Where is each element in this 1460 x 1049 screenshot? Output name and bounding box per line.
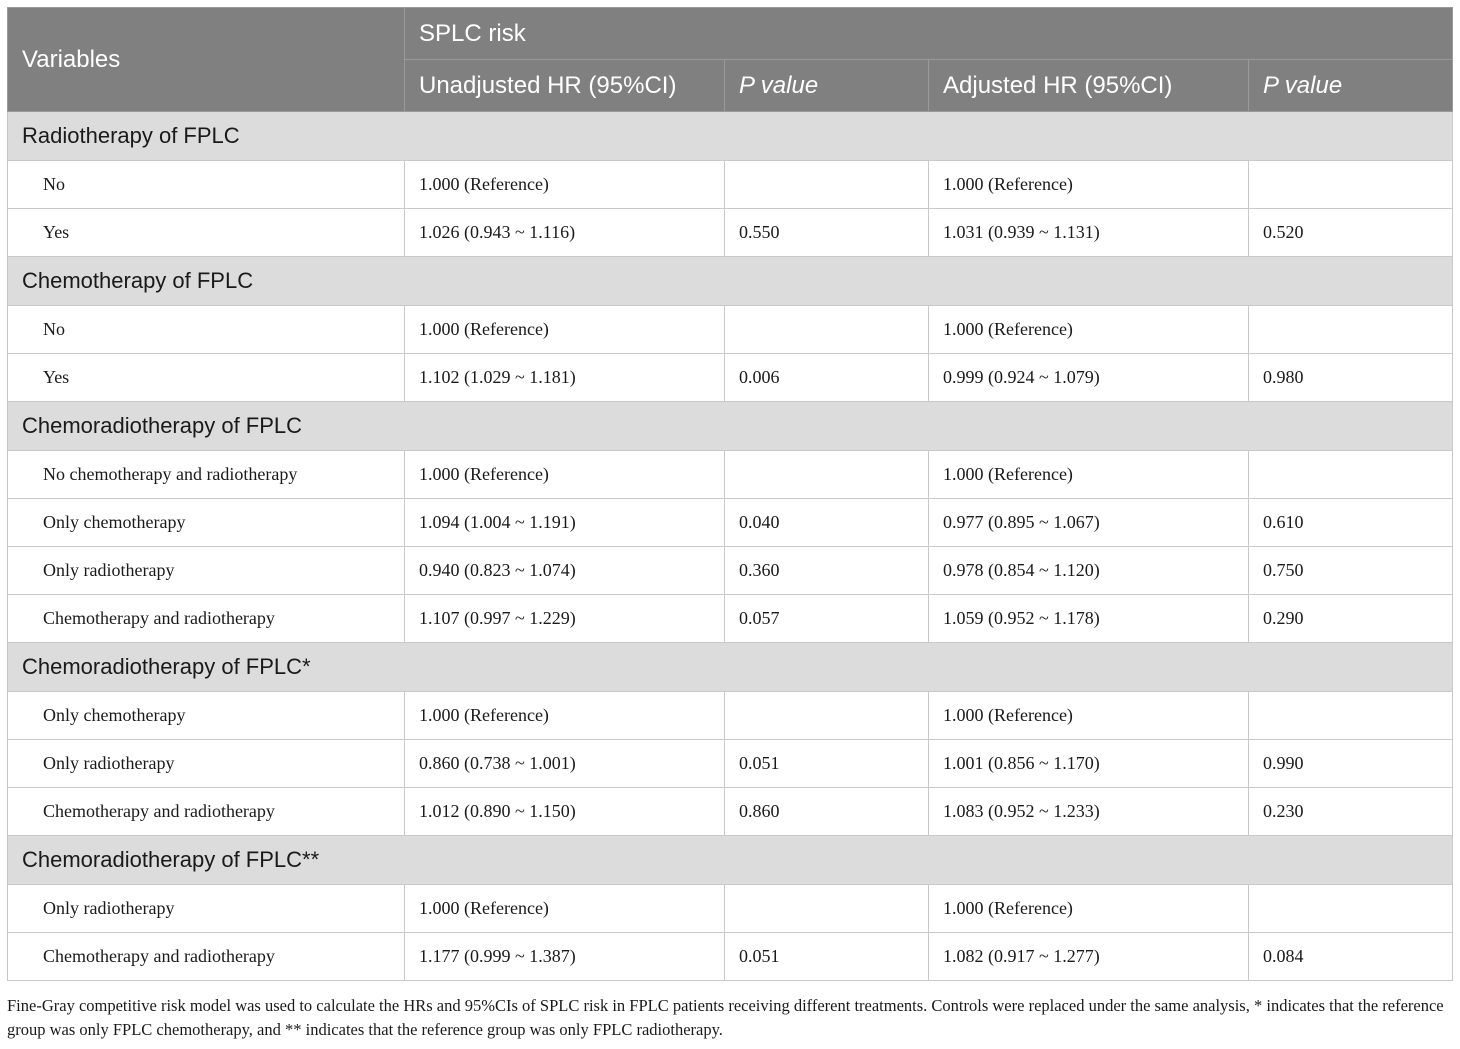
p-value-unadjusted-cell: 0.040 <box>725 499 929 547</box>
adjusted-hr-cell: 1.000 (Reference) <box>929 306 1249 354</box>
section-row <box>8 836 1453 885</box>
p-value-unadjusted-cell <box>725 451 929 499</box>
table-row <box>8 788 1453 836</box>
header-splc-risk: SPLC risk <box>405 8 1453 60</box>
unadjusted-hr-cell: 1.102 (1.029 ~ 1.181) <box>405 354 725 402</box>
adjusted-hr-cell: 1.000 (Reference) <box>929 692 1249 740</box>
p-value-adjusted-cell <box>1249 885 1453 933</box>
header-variables: Variables <box>8 8 405 112</box>
section-title: Chemoradiotherapy of FPLC <box>8 402 1453 451</box>
section-title: Chemoradiotherapy of FPLC** <box>8 836 1453 885</box>
p-value-unadjusted-cell: 0.860 <box>725 788 929 836</box>
row-label: Chemotherapy and radiotherapy <box>8 788 405 836</box>
table-row <box>8 161 1453 209</box>
table-row <box>8 209 1453 257</box>
adjusted-hr-cell: 1.001 (0.856 ~ 1.170) <box>929 740 1249 788</box>
header-adjusted-hr: Adjusted HR (95%CI) <box>929 60 1249 112</box>
table-row <box>8 547 1453 595</box>
p-value-adjusted-cell: 0.980 <box>1249 354 1453 402</box>
p-value-unadjusted-cell: 0.051 <box>725 740 929 788</box>
row-label: Only chemotherapy <box>8 499 405 547</box>
p-value-adjusted-cell: 0.230 <box>1249 788 1453 836</box>
adjusted-hr-cell: 1.000 (Reference) <box>929 885 1249 933</box>
table-footnote: Fine-Gray competitive risk model was used to calculate the HRs and 95%CIs of SPLC risk in FPLC patients receiving different treatments. Controls were replaced under the same analysis, * indicates that the reference group was only FPLC chemotherapy, and ** indicates that the reference group was only FPLC radiotherapy. <box>7 996 1444 1039</box>
unadjusted-hr-cell: 0.940 (0.823 ~ 1.074) <box>405 547 725 595</box>
p-value-adjusted-cell: 0.290 <box>1249 595 1453 643</box>
results-table <box>7 7 1453 981</box>
adjusted-hr-cell: 1.082 (0.917 ~ 1.277) <box>929 933 1249 981</box>
adjusted-hr-cell: 1.059 (0.952 ~ 1.178) <box>929 595 1249 643</box>
unadjusted-hr-cell: 1.000 (Reference) <box>405 692 725 740</box>
row-label: Yes <box>8 209 405 257</box>
row-label: Only radiotherapy <box>8 547 405 595</box>
table-row <box>8 354 1453 402</box>
p-value-unadjusted-cell <box>725 306 929 354</box>
section-title: Chemoradiotherapy of FPLC* <box>8 643 1453 692</box>
p-value-adjusted-cell: 0.750 <box>1249 547 1453 595</box>
p-value-adjusted-cell: 0.610 <box>1249 499 1453 547</box>
section-title: Radiotherapy of FPLC <box>8 112 1453 161</box>
table-row <box>8 740 1453 788</box>
p-value-unadjusted-cell: 0.057 <box>725 595 929 643</box>
adjusted-hr-cell: 0.999 (0.924 ~ 1.079) <box>929 354 1249 402</box>
table-row <box>8 933 1453 981</box>
p-value-adjusted-cell <box>1249 692 1453 740</box>
section-title: Chemotherapy of FPLC <box>8 257 1453 306</box>
p-value-unadjusted-cell: 0.051 <box>725 933 929 981</box>
unadjusted-hr-cell: 1.000 (Reference) <box>405 885 725 933</box>
row-label: Only chemotherapy <box>8 692 405 740</box>
table-body <box>8 112 1453 981</box>
section-row <box>8 112 1453 161</box>
unadjusted-hr-cell: 1.177 (0.999 ~ 1.387) <box>405 933 725 981</box>
p-value-unadjusted-cell <box>725 885 929 933</box>
p-value-unadjusted-cell <box>725 161 929 209</box>
table-header <box>8 8 1453 112</box>
adjusted-hr-cell: 1.000 (Reference) <box>929 161 1249 209</box>
p-value-unadjusted-cell: 0.360 <box>725 547 929 595</box>
table-row <box>8 499 1453 547</box>
row-label: No <box>8 161 405 209</box>
p-value-adjusted-cell <box>1249 161 1453 209</box>
p-value-adjusted-cell: 0.990 <box>1249 740 1453 788</box>
unadjusted-hr-cell: 1.000 (Reference) <box>405 451 725 499</box>
row-label: No chemotherapy and radiotherapy <box>8 451 405 499</box>
p-value-adjusted-cell <box>1249 306 1453 354</box>
section-row <box>8 257 1453 306</box>
adjusted-hr-cell: 0.978 (0.854 ~ 1.120) <box>929 547 1249 595</box>
p-value-unadjusted-cell <box>725 692 929 740</box>
adjusted-hr-cell: 0.977 (0.895 ~ 1.067) <box>929 499 1249 547</box>
row-label: Only radiotherapy <box>8 740 405 788</box>
p-value-adjusted-cell: 0.520 <box>1249 209 1453 257</box>
section-row <box>8 643 1453 692</box>
row-label: Chemotherapy and radiotherapy <box>8 595 405 643</box>
header-p-value-adjusted: P value <box>1249 60 1453 112</box>
header-unadjusted-hr: Unadjusted HR (95%CI) <box>405 60 725 112</box>
p-value-unadjusted-cell: 0.006 <box>725 354 929 402</box>
header-p-value-unadjusted: P value <box>725 60 929 112</box>
table-row <box>8 451 1453 499</box>
table-row <box>8 306 1453 354</box>
row-label: Yes <box>8 354 405 402</box>
row-label: No <box>8 306 405 354</box>
adjusted-hr-cell: 1.083 (0.952 ~ 1.233) <box>929 788 1249 836</box>
unadjusted-hr-cell: 1.000 (Reference) <box>405 161 725 209</box>
p-value-unadjusted-cell: 0.550 <box>725 209 929 257</box>
unadjusted-hr-cell: 1.094 (1.004 ~ 1.191) <box>405 499 725 547</box>
table-row <box>8 885 1453 933</box>
unadjusted-hr-cell: 1.012 (0.890 ~ 1.150) <box>405 788 725 836</box>
unadjusted-hr-cell: 1.107 (0.997 ~ 1.229) <box>405 595 725 643</box>
row-label: Only radiotherapy <box>8 885 405 933</box>
adjusted-hr-cell: 1.031 (0.939 ~ 1.131) <box>929 209 1249 257</box>
unadjusted-hr-cell: 0.860 (0.738 ~ 1.001) <box>405 740 725 788</box>
row-label: Chemotherapy and radiotherapy <box>8 933 405 981</box>
section-row <box>8 402 1453 451</box>
unadjusted-hr-cell: 1.000 (Reference) <box>405 306 725 354</box>
unadjusted-hr-cell: 1.026 (0.943 ~ 1.116) <box>405 209 725 257</box>
table-row <box>8 692 1453 740</box>
table-row <box>8 595 1453 643</box>
adjusted-hr-cell: 1.000 (Reference) <box>929 451 1249 499</box>
p-value-adjusted-cell <box>1249 451 1453 499</box>
p-value-adjusted-cell: 0.084 <box>1249 933 1453 981</box>
results-table-container <box>7 7 1452 981</box>
